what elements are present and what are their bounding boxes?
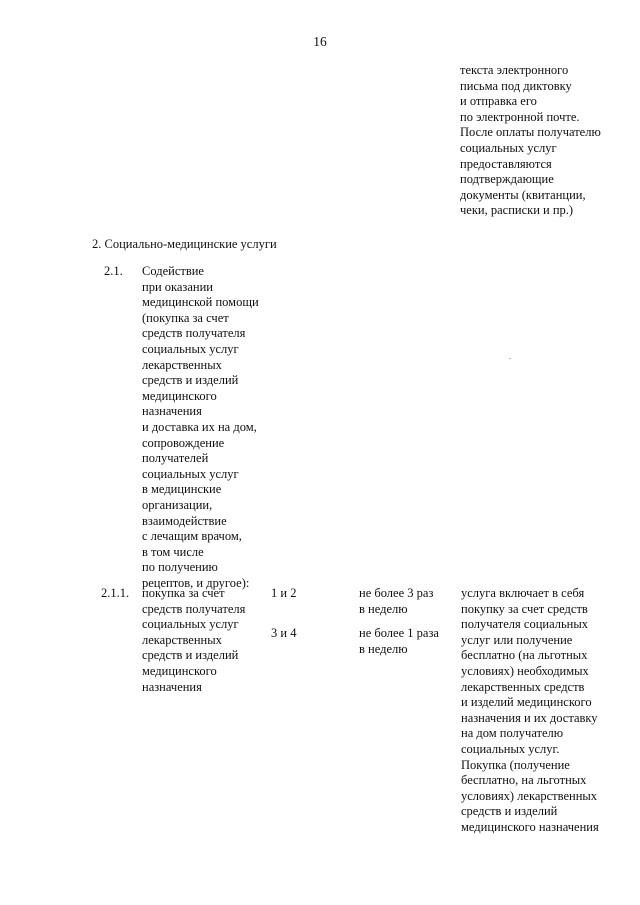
text-line: медицинского	[142, 663, 217, 678]
recipient-group-cell: 3 и 4	[271, 626, 297, 640]
text-line: в медицинские	[142, 482, 222, 497]
text-line: подтверждающие	[460, 172, 554, 187]
text-line: покупка за счет	[142, 586, 225, 600]
service-name-text	[142, 264, 259, 591]
text-line: средств получателя	[142, 601, 246, 616]
text-line: с лечащим врачом,	[142, 529, 242, 544]
text-line: по электронной почте.	[460, 109, 580, 124]
continued-description-text	[460, 63, 601, 219]
recipient-group-cell: 1 и 2	[271, 586, 297, 600]
subitem-number: 2.1.1.	[101, 586, 130, 600]
text-line: получателей	[142, 451, 209, 466]
text-line: на дом получателю	[461, 726, 564, 741]
page-number: 16	[313, 34, 327, 49]
text-line: лекарственных средств	[461, 679, 585, 694]
text-line: при оказании	[142, 279, 213, 294]
frequency-cell	[359, 626, 439, 657]
text-line: услуга включает в себя	[461, 586, 585, 600]
text-line: услуг или получение	[461, 632, 573, 647]
text-line: Содействие	[142, 264, 204, 278]
text-line: взаимодействие	[142, 513, 227, 528]
text-line: и отправка его	[460, 94, 537, 109]
text-line: После оплаты получателю	[460, 125, 601, 140]
text-line: организации,	[142, 497, 213, 512]
text-line: социальных услуг	[142, 617, 239, 632]
text-line: бесплатно, на льготных	[461, 773, 587, 788]
text-line: средств и изделий	[142, 648, 239, 663]
text-line: средств и изделий	[461, 804, 558, 819]
text-line: медицинского	[142, 388, 217, 403]
text-line: лекарственных	[142, 632, 222, 647]
text-line: назначения и их доставку	[461, 710, 598, 725]
text-line: получателя социальных	[461, 617, 589, 632]
text-line: лекарственных	[142, 357, 222, 372]
text-line: и изделий медицинского	[461, 695, 592, 710]
text-line: документы (квитанции,	[460, 187, 586, 202]
text-line: предоставляются	[460, 156, 552, 171]
text-line: не более 1 раза	[359, 626, 439, 640]
text-line: средств и изделий	[142, 373, 239, 388]
text-line: медицинского назначения	[461, 819, 599, 834]
text-line: рецептов, и другое):	[142, 575, 250, 590]
text-line: назначения	[142, 404, 202, 419]
text-line: Покупка (получение	[461, 757, 570, 772]
text-line: в неделю	[359, 641, 408, 656]
text-line: в неделю	[359, 601, 408, 616]
text-line: медицинской помощи	[142, 295, 259, 310]
text-line: в том числе	[142, 544, 204, 559]
text-line: условиях) необходимых	[461, 663, 589, 678]
text-line: чеки, расписки и пр.)	[460, 203, 574, 218]
text-line: средств получателя	[142, 326, 246, 341]
text-line: назначения	[142, 679, 202, 694]
text-line: бесплатно (на льготных	[461, 648, 588, 663]
subitem-name-text	[142, 586, 245, 695]
service-description-text	[461, 586, 599, 836]
text-line: письма под диктовку	[460, 78, 572, 93]
text-line: социальных услуг.	[461, 741, 560, 756]
text-line: и доставка их на дом,	[142, 419, 257, 434]
text-line: социальных услуг	[142, 466, 239, 481]
text-line: по получению	[142, 560, 218, 575]
scan-speck	[509, 358, 511, 359]
text-line: покупку за счет средств	[461, 601, 588, 616]
text-line: условиях) лекарственных	[461, 788, 598, 803]
item-number: 2.1.	[104, 264, 123, 278]
frequency-cell	[359, 586, 433, 617]
text-line: социальных услуг	[142, 341, 239, 356]
text-line: текста электронного	[460, 63, 569, 77]
text-line: социальных услуг	[460, 140, 557, 155]
text-line: сопровождение	[142, 435, 225, 450]
text-line: не более 3 раз	[359, 586, 434, 600]
section-heading: 2. Социально-медицинские услуги	[92, 237, 277, 251]
text-line: (покупка за счет	[142, 310, 229, 325]
